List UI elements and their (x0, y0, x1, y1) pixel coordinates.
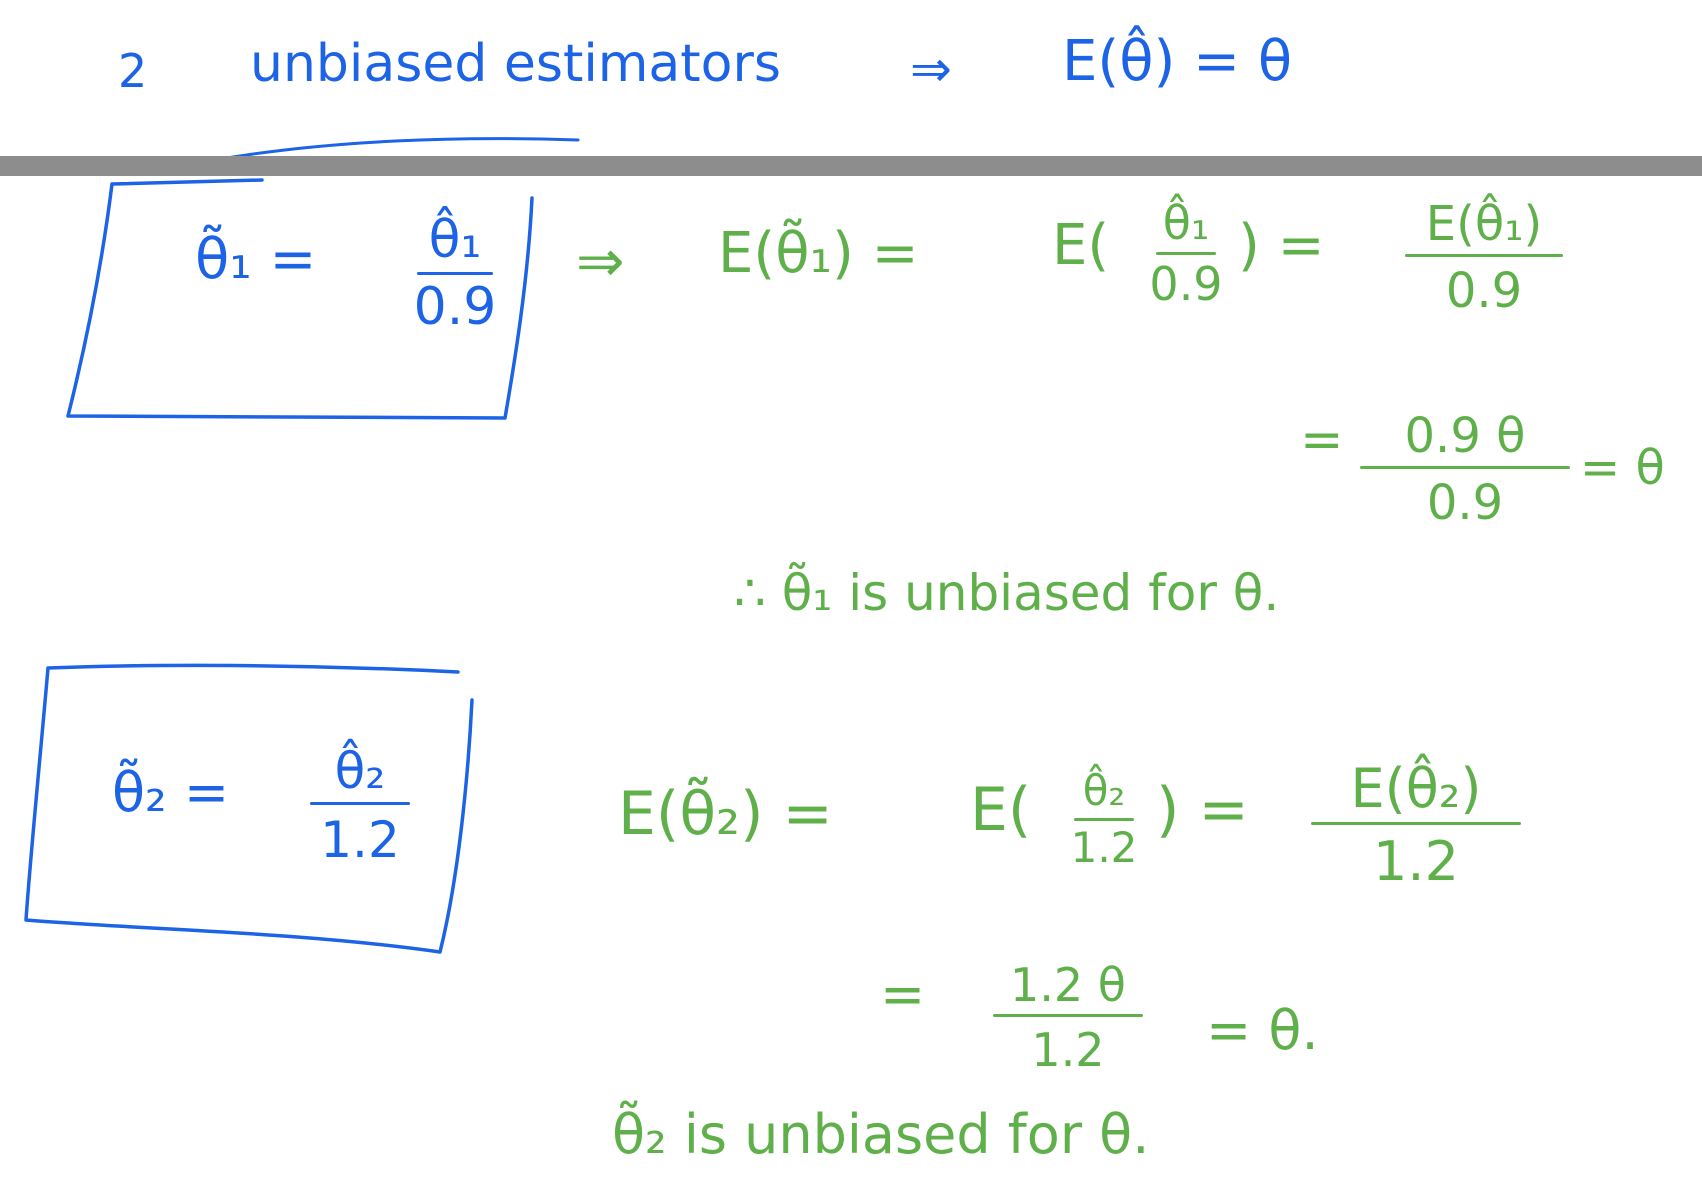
estimator-1-step3-num: 0.9 θ (1404, 408, 1526, 464)
estimator-2-step3-den: 1.2 (1031, 1023, 1105, 1077)
estimator-1-step3-result: = θ (1580, 440, 1665, 496)
fraction-bar (993, 1014, 1143, 1017)
fraction-bar (1074, 818, 1134, 821)
estimator-2-step1-prefix: E( (970, 775, 1032, 845)
estimator-1-definition-lhs: θ̃₁ = (195, 227, 317, 292)
estimator-1-definition-num: θ̂₁ (428, 210, 482, 270)
estimator-2-step3-prefix: = (880, 963, 926, 1026)
heading-number: 2 (118, 44, 148, 98)
estimator-1-step2-den: 0.9 (1445, 263, 1523, 319)
estimator-1-definition-fraction (400, 210, 510, 337)
estimator-1-step1-num: θ̂₁ (1162, 196, 1210, 250)
estimator-1-step2-fraction (1396, 196, 1572, 319)
estimator-1-definition-den: 0.9 (413, 277, 497, 337)
estimator-2-step2-den: 1.2 (1373, 830, 1459, 893)
estimator-2-definition-lhs: θ̃₂ = (112, 761, 230, 824)
estimator-2-step2-fraction (1306, 757, 1526, 893)
estimator-1-step3-fraction (1360, 408, 1570, 531)
estimator-2-step1-num: θ̂₂ (1082, 766, 1126, 815)
estimator-2-step3-result: = θ. (1206, 999, 1319, 1062)
page-divider (0, 156, 1702, 176)
estimator-2-step1-suffix: ) = (1156, 775, 1249, 845)
estimator-1-step3-prefix: = (1300, 410, 1344, 470)
estimator-2-step2-num: E(θ̂₂) (1350, 757, 1482, 820)
estimator-1-conclusion: ∴ θ̃₁ is unbiased for θ. (734, 564, 1280, 622)
fraction-bar (1311, 822, 1521, 825)
estimator-1-step1-den: 0.9 (1149, 257, 1223, 311)
estimator-1-step1-prefix: E( (1052, 213, 1110, 278)
heading-expectation: E(θ̂) = θ (1062, 29, 1293, 94)
estimator-2-conclusion: θ̃₂ is unbiased for θ. (612, 1103, 1150, 1166)
estimator-1-step1-fraction (1136, 196, 1236, 311)
estimator-2-step1-fraction (1054, 766, 1154, 872)
fraction-bar (310, 802, 410, 805)
estimator-1-step1-suffix: ) = (1238, 213, 1325, 278)
estimator-2-definition-fraction (300, 742, 420, 869)
estimator-1-implies-arrow-icon: ⇒ (576, 227, 625, 295)
fraction-bar (1360, 466, 1570, 469)
estimator-2-definition-num: θ̂₂ (334, 742, 386, 800)
heading-arrow-icon: ⇒ (910, 40, 952, 98)
heading-text: unbiased estimators (250, 34, 781, 94)
estimator-2-step3-num: 1.2 θ (1010, 958, 1126, 1012)
estimator-2-step3-fraction (988, 958, 1148, 1077)
estimator-1-expectation-lhs: E(θ̃₁) = (718, 221, 919, 286)
estimator-2-definition-den: 1.2 (320, 811, 400, 869)
estimator-2-step1-den: 1.2 (1070, 823, 1138, 872)
fraction-bar (417, 272, 493, 275)
estimator-2-expectation-lhs: E(θ̃₂) = (618, 779, 833, 849)
estimator-1-step2-num: E(θ̂₁) (1425, 196, 1543, 252)
fraction-bar (1156, 252, 1216, 255)
estimator-1-step3-den: 0.9 (1426, 475, 1504, 531)
fraction-bar (1405, 254, 1563, 257)
